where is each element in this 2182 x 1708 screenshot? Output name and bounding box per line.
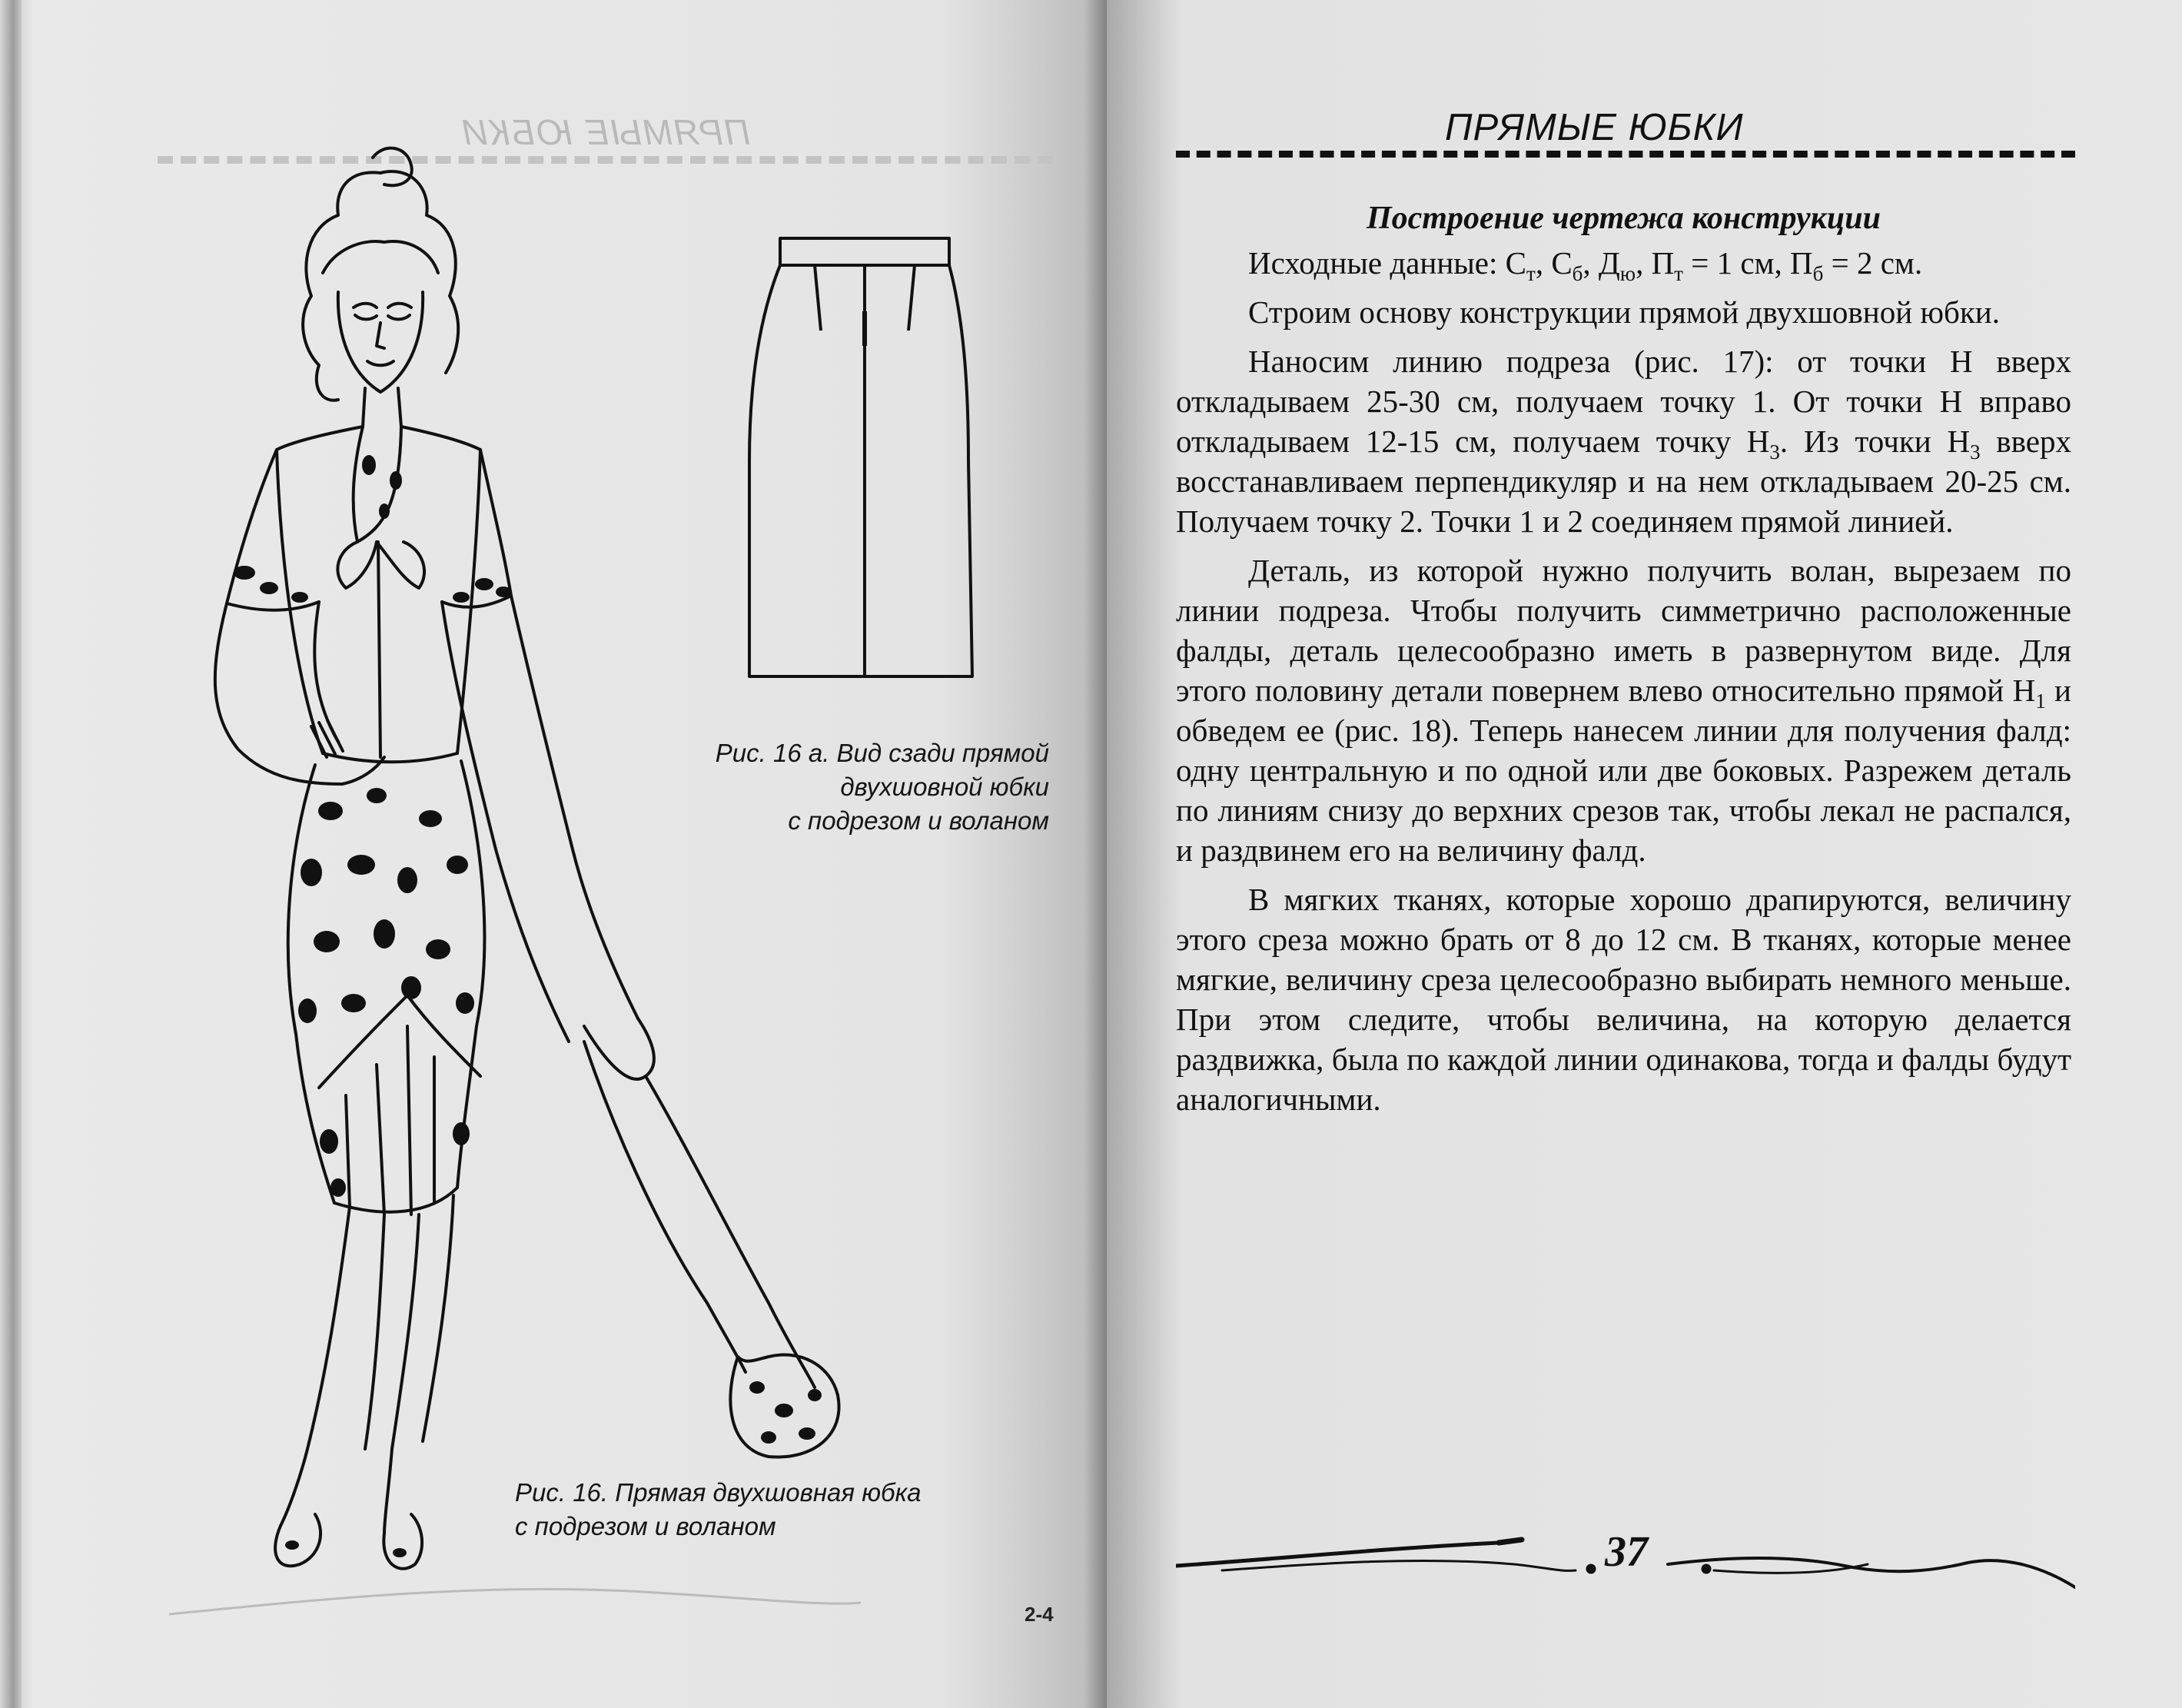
subscript: 3 — [1769, 440, 1780, 464]
text-run: вверх восстанавливаем перпендикуляр и на нем откладываем 20-25 см. Получаем точку 2. Точки 1 и 2 соединяем прямой линией. — [1176, 424, 2071, 539]
paragraph-fabrics: В мягких тканях, которые хорошо драпируются, величину этого среза можно брать от 8 до 12 см. В тканях, которые менее мягкие, величину среза целесообразно выбирать немного меньше. При этом следите, чтобы величина, на которую делается раздвижка, была по каждой линии одинакова, тогда и фалды будут аналогичными. — [1176, 882, 2071, 1117]
caption-line: Рис. 16. Прямая двухшовная юбка — [515, 1478, 922, 1507]
page-number: 37 — [1605, 1528, 1648, 1576]
text-run: Наносим линию подреза (рис. 17): от точки Н вверх откладываем 25-30 см, получаем точку 1. От точки Н вправо откладываем 12-15 см, получаем точку Н — [1176, 344, 2071, 459]
subscript: т — [1674, 262, 1683, 286]
caption-line: Рис. 16 а. Вид сзади прямой — [715, 739, 1049, 767]
caption-line: с подрезом и воланом — [788, 806, 1049, 835]
text-run: и обведем ее (рис. 18). Теперь нанесем линии для получения фалд: одну центральную и по одной или две боковых. Разрежем деталь по линиям снизу до верхних срезов так, чтобы лекал не распался, и раздвинем его на величину фалд. — [1176, 673, 2071, 868]
text-run: , С — [1535, 245, 1573, 281]
text-run: = 2 см. — [1823, 245, 1923, 281]
skirt-back-view-illustration — [738, 223, 991, 699]
text-run: Деталь, из которой нужно получить волан, вырезаем по линии подреза. Чтобы получить симметрично расположенные фалды, деталь целесообразно иметь в развернутом виде. Для этого половину детали повернем влево относительно прямой Н — [1176, 553, 2071, 708]
subscript: 1 — [2035, 690, 2046, 713]
ghost-footer-ornament — [169, 1568, 861, 1630]
subscript: б — [1812, 262, 1824, 286]
subscript: т — [1526, 262, 1536, 286]
caption-line: двухшовной юбки — [840, 773, 1049, 801]
subscript: б — [1572, 262, 1583, 286]
paragraph-initial-data — [1176, 243, 2071, 286]
text-run: Исходные данные: С — [1248, 245, 1526, 281]
paragraph-flounce — [1176, 550, 2071, 870]
caption-line: с подрезом и воланом — [515, 1512, 776, 1540]
text-run: , П — [1636, 245, 1675, 281]
text-run: . Из точки Н — [1779, 424, 1971, 459]
running-header: ПРЯМЫЕ ЮБКИ — [1445, 107, 1744, 148]
subscript: ю — [1619, 262, 1636, 286]
book-edge — [0, 0, 22, 1708]
sheet-signature: 2-4 — [1025, 1603, 1054, 1626]
section-title: Построение чертежа конструкции — [1367, 201, 1881, 236]
header-dashed-rule — [1176, 151, 2075, 158]
subscript: 3 — [1970, 440, 1981, 464]
mirrored-header-bleedthrough: ПРЯМЫЕ ЮБКИ — [461, 112, 751, 152]
figure-16-caption — [515, 1476, 1015, 1544]
paragraph-base-construction: Строим основу конструкции прямой двухшовной юбки. — [1248, 294, 2000, 330]
body-text — [1176, 196, 2071, 1128]
text-run: = 1 см, П — [1682, 245, 1813, 281]
paragraph-cut-line — [1176, 341, 2071, 541]
text-run: , Д — [1583, 245, 1620, 281]
figure-16a-caption — [619, 736, 1049, 838]
